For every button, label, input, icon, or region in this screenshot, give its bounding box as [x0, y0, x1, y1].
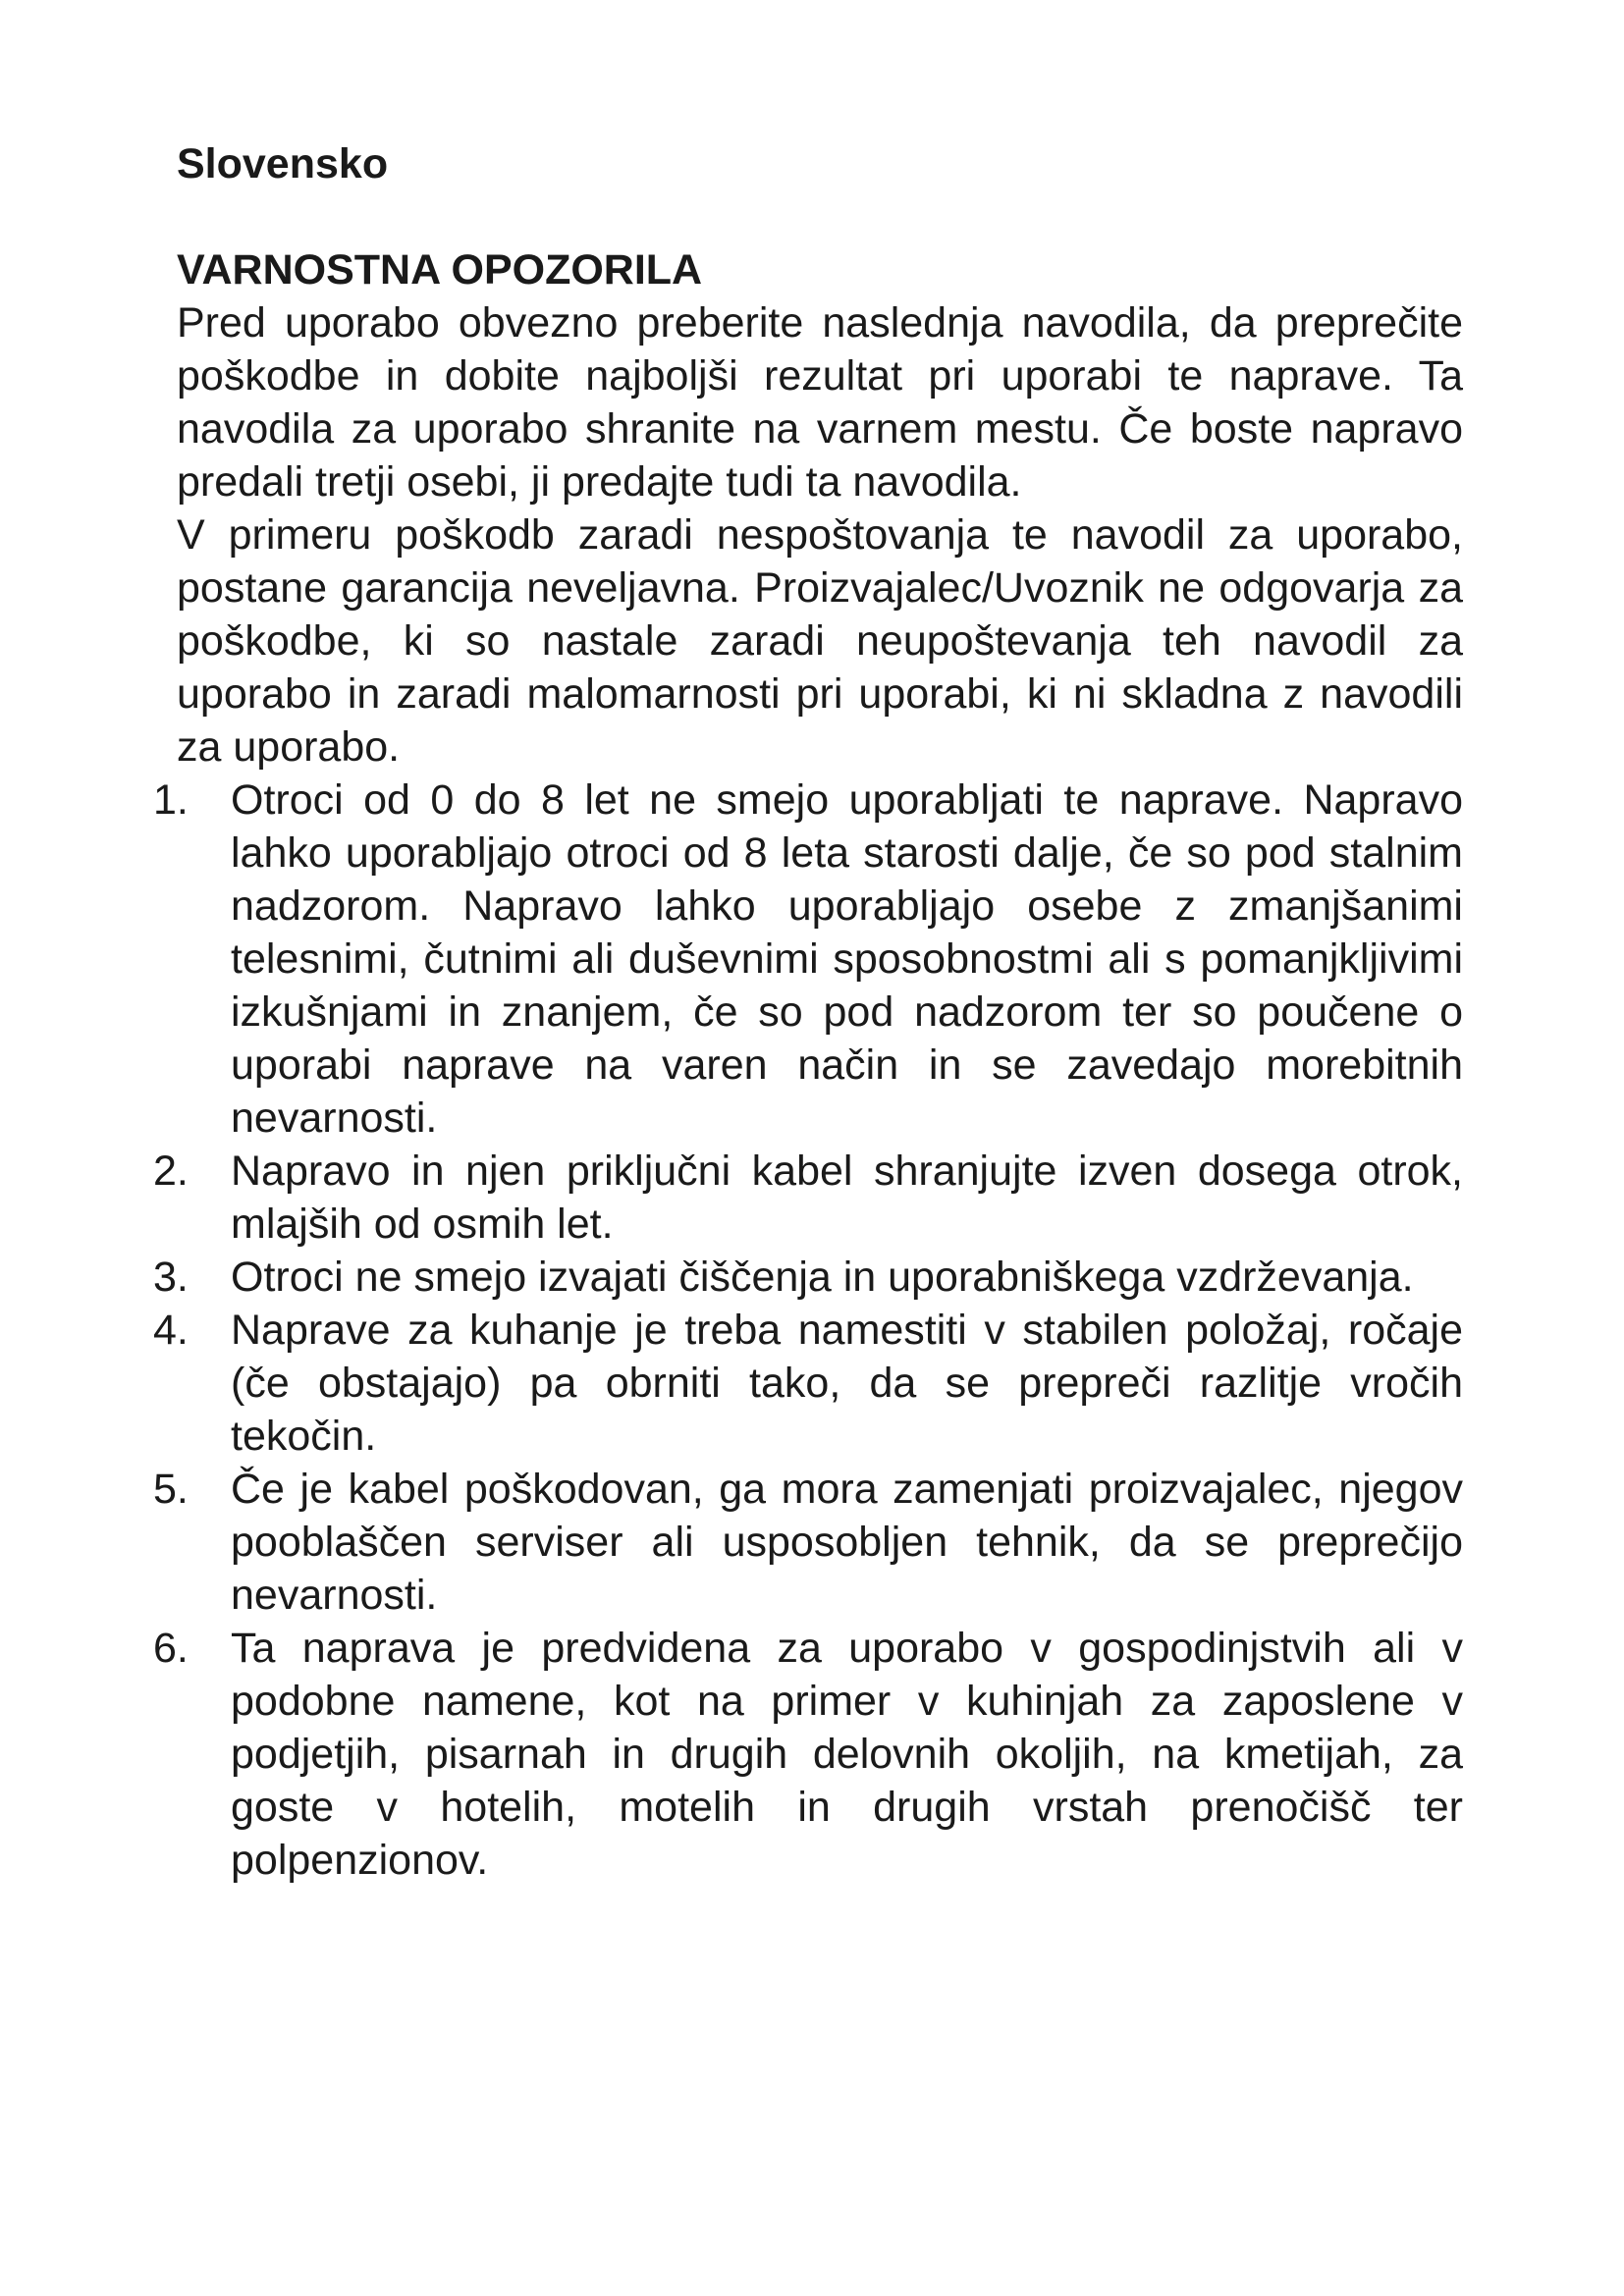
- list-item: [153, 1463, 1463, 1622]
- list-item-number: 2.: [153, 1148, 189, 1195]
- list-item-text: Ta naprava je predvidena za uporabo v gospodinjstvih ali v podobne namene, kot na primer v kuhinjah za zaposlene v podjetjih, pisarnah in drugih delovnih okoljih, na kmetijah, za goste v hotelih, motelih in drugih vrstah prenočišč ter polpenzionov.: [231, 1625, 1463, 1884]
- warranty-paragraph: V primeru poškodb zaradi nespoštovanja te navodil za uporabo, postane garancija neveljavna. Proizvajalec/Uvoznik ne odgovarja za poškodbe, ki so nastale zaradi neupoštevanja teh navodil za uporabo in zaradi malomarnosti pri uporabi, ki ni skladna z navodili za uporabo.: [177, 511, 1463, 771]
- list-item-text: Naprave za kuhanje je treba namestiti v stabilen položaj, ročaje (če obstajajo) pa obrniti tako, da se prepreči razlitje vročih tekočin.: [231, 1307, 1463, 1460]
- safety-warnings-heading: VARNOSTNA OPOZORILA: [177, 246, 703, 294]
- list-item-number: 5.: [153, 1466, 189, 1513]
- list-item-text: Otroci od 0 do 8 let ne smejo uporabljati te naprave. Napravo lahko uporabljajo otroci od 8 leta starosti dalje, če so pod stalnim nadzorom. Napravo lahko uporabljajo osebe z zmanjšanimi telesnimi, čutnimi ali duševnimi sposobnostmi ali s pomanjkljivimi izkušnjami in znanjem, če so pod nadzorom ter so poučene o uporabi naprave na varen način in se zavedajo morebitnih nevarnosti.: [231, 776, 1463, 1142]
- list-item-text: Otroci ne smejo izvajati čiščenja in uporabniškega vzdrževanja.: [231, 1254, 1414, 1301]
- document-content: [153, 137, 1463, 1887]
- list-item: [153, 774, 1463, 1145]
- language-heading: Slovensko: [177, 140, 389, 187]
- list-item: [153, 1622, 1463, 1887]
- list-item-number: 1.: [153, 776, 189, 824]
- list-item: [153, 1251, 1463, 1304]
- list-item: [153, 1145, 1463, 1251]
- list-item: [153, 1304, 1463, 1463]
- list-item-number: 4.: [153, 1307, 189, 1354]
- list-item-number: 6.: [153, 1625, 189, 1672]
- list-item-number: 3.: [153, 1254, 189, 1301]
- list-item-text: Če je kabel poškodovan, ga mora zamenjati proizvajalec, njegov pooblaščen serviser ali usposobljen tehnik, da se preprečijo nevarnosti.: [231, 1466, 1463, 1619]
- intro-paragraph: Pred uporabo obvezno preberite naslednja navodila, da preprečite poškodbe in dobite najboljši rezultat pri uporabi te naprave. Ta navodila za uporabo shranite na varnem mestu. Če boste napravo predali tretji osebi, ji predajte tudi ta navodila.: [177, 299, 1463, 506]
- list-item-text: Napravo in njen priključni kabel shranjujte izven dosega otrok, mlajših od osmih let.: [231, 1148, 1463, 1248]
- safety-instructions-list: [153, 774, 1463, 1887]
